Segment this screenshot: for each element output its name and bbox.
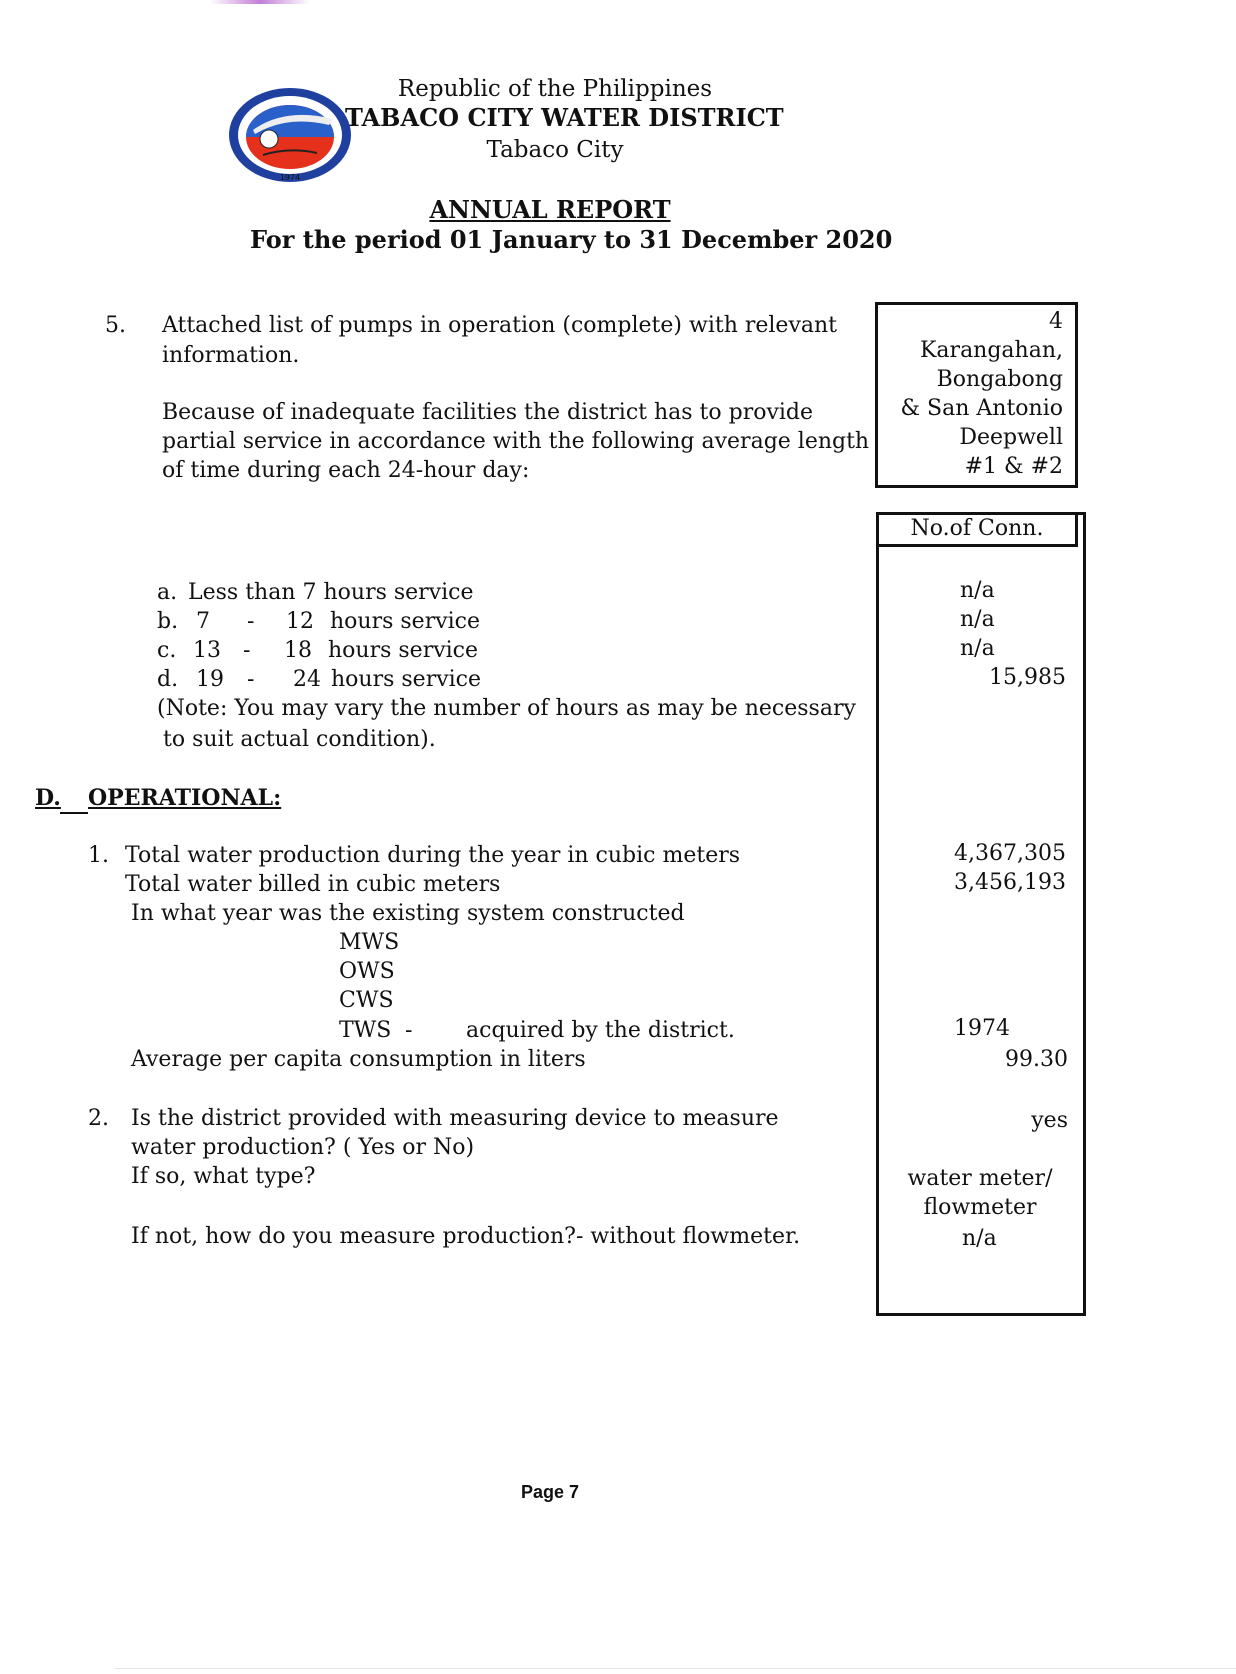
service-letter-c: c.	[157, 638, 177, 663]
section-d-title: OPERATIONAL:	[88, 785, 282, 811]
service-value-a: n/a	[960, 578, 995, 603]
item5-line2: information.	[162, 343, 300, 368]
service-note-line1: (Note: You may vary the number of hours as may be necessary	[157, 696, 856, 721]
service-from-c: 13	[193, 638, 221, 663]
item2-q1-value: yes	[1031, 1108, 1068, 1133]
item2-q4-value: n/a	[962, 1226, 997, 1251]
service-note-line2: to suit actual condition).	[163, 727, 436, 752]
connections-header: No.of Conn.	[910, 516, 1044, 541]
service-letter-d: d.	[157, 667, 179, 692]
district-logo	[225, 85, 355, 185]
scan-smear	[210, 0, 310, 4]
service-label-b: hours service	[330, 609, 481, 634]
item1-number: 1.	[88, 843, 109, 868]
service-letter-a: a.	[157, 580, 178, 605]
republic-heading: Republic of the Philippines	[397, 76, 713, 102]
district-name: TABACO CITY WATER DISTRICT	[345, 103, 784, 132]
service-dash-c: -	[243, 638, 251, 663]
tws-dash: -	[405, 1018, 413, 1043]
service-dash-b: -	[247, 609, 255, 634]
system-cws: CWS	[339, 988, 394, 1013]
page-number: Page 7	[520, 1482, 580, 1502]
item2-q1: Is the district provided with measuring device to measure	[131, 1106, 779, 1131]
pumps-line: Deepwell	[959, 425, 1063, 450]
per-capita-value: 99.30	[1005, 1047, 1068, 1072]
pumps-line: #1 & #2	[964, 454, 1063, 479]
item5-line1: Attached list of pumps in operation (complete) with relevant	[162, 313, 838, 338]
service-label-c: hours service	[328, 638, 479, 663]
pumps-box	[875, 302, 1078, 488]
svg-text:1974: 1974	[279, 173, 301, 182]
service-to-b: 12	[286, 609, 314, 634]
item2-number: 2.	[88, 1106, 109, 1131]
billed-value: 3,456,193	[954, 870, 1066, 895]
item5-para1: Because of inadequate facilities the district has to provide	[162, 400, 814, 425]
tws-year: 1974	[954, 1016, 1010, 1041]
pumps-line: & San Antonio	[900, 396, 1063, 421]
service-from-d: 19	[196, 667, 224, 692]
pumps-count: 4	[1049, 309, 1063, 334]
service-from-b: 7	[196, 609, 210, 634]
service-to-d: 24	[293, 667, 321, 692]
item5-para3: of time during each 24-hour day:	[162, 458, 530, 483]
billed-label: Total water billed in cubic meters	[125, 872, 501, 897]
service-label-a: Less than 7 hours service	[188, 580, 474, 605]
pumps-line: Bongabong	[936, 367, 1063, 392]
section-d-underline-gap	[60, 812, 88, 814]
tws-note: acquired by the district.	[466, 1018, 735, 1043]
year-question: In what year was the existing system constructed	[131, 901, 685, 926]
service-value-d: 15,985	[989, 665, 1066, 690]
system-ows: OWS	[339, 959, 395, 984]
report-title: ANNUAL REPORT	[429, 195, 671, 224]
system-tws: TWS	[339, 1018, 392, 1043]
section-d-letter: D.	[35, 785, 61, 811]
service-dash-d: -	[247, 667, 255, 692]
per-capita-label: Average per capita consumption in liters	[131, 1047, 586, 1072]
item5-number: 5.	[105, 313, 126, 338]
item2-q3-value2: flowmeter	[923, 1195, 1037, 1220]
service-value-c: n/a	[960, 636, 995, 661]
item2-q4: If not, how do you measure production?- without flowmeter.	[131, 1224, 801, 1249]
production-value: 4,367,305	[954, 841, 1066, 866]
item5-para2: partial service in accordance with the following average length	[162, 429, 870, 454]
item2-q2: water production? ( Yes or No)	[131, 1135, 475, 1160]
scan-edge	[115, 1668, 1236, 1669]
service-label-d: hours service	[331, 667, 482, 692]
service-to-c: 18	[284, 638, 312, 663]
report-period: For the period 01 January to 31 December 2020	[250, 225, 893, 254]
system-mws: MWS	[339, 930, 400, 955]
item2-q3: If so, what type?	[131, 1164, 316, 1189]
pumps-line: Karangahan,	[920, 338, 1063, 363]
service-value-b: n/a	[960, 607, 995, 632]
production-label: Total water production during the year in cubic meters	[125, 843, 741, 868]
item2-q3-value1: water meter/	[907, 1166, 1053, 1191]
service-letter-b: b.	[157, 609, 179, 634]
city-name: Tabaco City	[486, 137, 624, 163]
